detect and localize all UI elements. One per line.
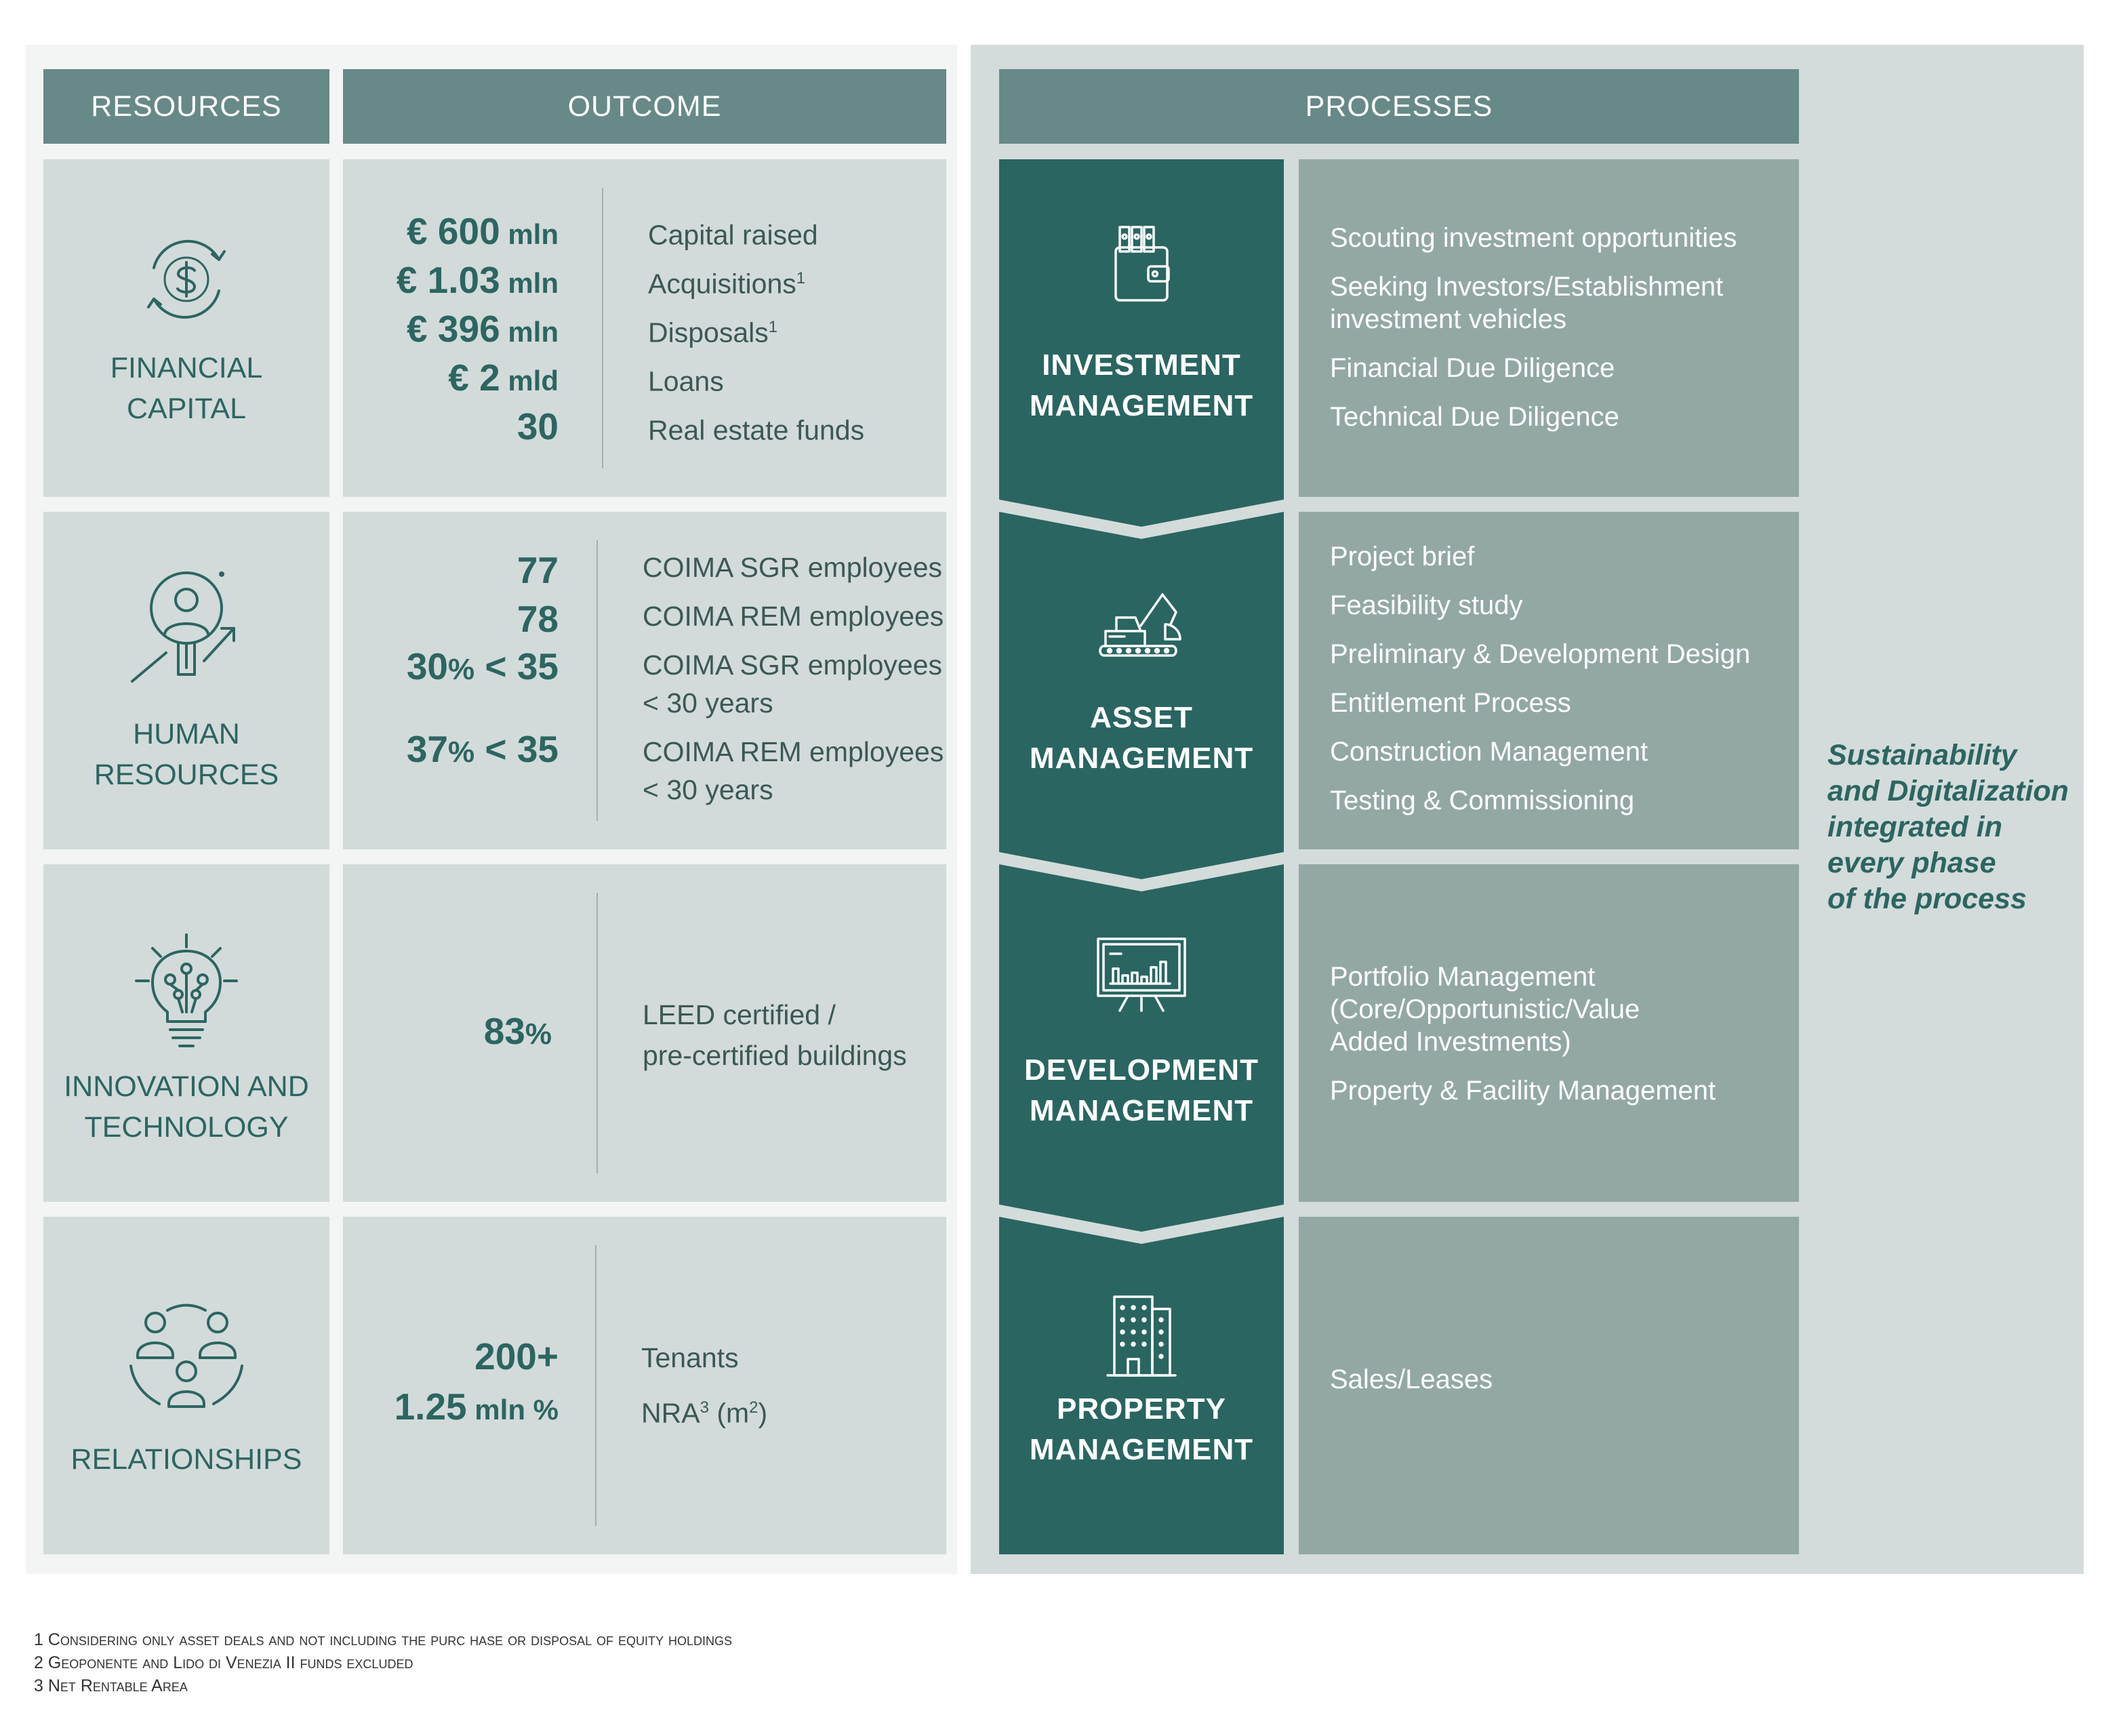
step-item: Preliminary & Development Design	[1330, 639, 1751, 669]
value-acquisitions: € 1.03 mln	[396, 259, 559, 301]
resource-label-line2: TECHNOLOGY	[84, 1111, 289, 1144]
value-nra: 1.25 mln %	[394, 1386, 559, 1428]
divider	[602, 188, 603, 468]
value-real-estate-funds: 30	[517, 405, 559, 447]
header-resources: RESOURCES	[43, 69, 329, 144]
resource-label-line1: INNOVATION AND	[64, 1070, 309, 1103]
resource-label-line2: RESOURCES	[94, 759, 279, 791]
label-acquisitions: Acquisitions$^1$	[648, 268, 806, 300]
resource-label-line1: RELATIONSHIPS	[70, 1443, 302, 1476]
divider	[596, 540, 598, 821]
resource-label-line2: CAPITAL	[126, 392, 247, 425]
footnote-2: 2 Geoponente and Lido di Venezia II funds excluded	[34, 1653, 413, 1672]
process-steps-development	[1299, 864, 1799, 1202]
label-sgr-under-30: COIMA SGR employees < 30 years	[643, 649, 943, 719]
step-item: Testing & Commissioning	[1330, 786, 1635, 815]
excavator-icon	[999, 585, 1284, 660]
value-disposals: € 396 mln	[407, 308, 559, 350]
office-building-icon	[999, 1293, 1284, 1381]
sustainability-note	[1827, 738, 2071, 917]
step-item: Feasibility study	[1330, 590, 1523, 620]
step-item: Financial Due Diligence	[1330, 353, 1615, 383]
label-disposals: Disposals$^1$	[648, 317, 778, 348]
process-label-line2: MANAGEMENT	[1029, 389, 1254, 422]
resource-human-resources	[43, 512, 329, 849]
wallet-icon	[999, 224, 1284, 306]
process-label-line2: MANAGEMENT	[1029, 1433, 1254, 1466]
divider	[595, 1245, 596, 1526]
value-sgr-employees: 77	[517, 549, 559, 591]
sustainability-line: every phase	[1827, 847, 1996, 879]
sustainability-line: and Digitalization	[1827, 775, 2069, 807]
label-loans: Loans	[648, 365, 724, 397]
presentation-board-icon	[999, 935, 1284, 1016]
step-item: Scouting investment opportunities	[1330, 223, 1737, 253]
footnote-1: 1 Considering only asset deals and not including the purc hase or disposal of equity holdings	[34, 1630, 732, 1649]
step-item: Property & Facility Management	[1330, 1076, 1716, 1106]
label-capital-raised: Capital raised	[648, 219, 818, 251]
resource-financial-capital	[43, 159, 329, 497]
resource-label-line1: FINANCIAL	[110, 352, 263, 384]
process-label-line2: MANAGEMENT	[1029, 742, 1254, 775]
resource-label-line1: HUMAN	[133, 718, 240, 750]
label-rem-employees: COIMA REM employees	[643, 601, 944, 632]
step-item: Portfolio Management (Core/Opportunistic/Value Added Investments)	[1330, 962, 1640, 1057]
step-item: Sales/Leases	[1330, 1365, 1493, 1394]
header-processes: PROCESSES	[999, 69, 1799, 144]
value-tenants: 200+	[474, 1335, 559, 1377]
header-outcome: OUTCOME	[343, 69, 946, 144]
sustainability-line: of the process	[1827, 883, 2027, 915]
value-sgr-under-30: 30% < 35	[406, 645, 559, 687]
outcome-innovation-technology	[343, 864, 946, 1202]
outcome-financial-capital	[343, 159, 946, 497]
value-loans: € 2 mld	[448, 357, 559, 399]
resource-innovation-technology	[43, 864, 329, 1202]
label-sgr-employees: COIMA SGR employees	[643, 552, 943, 583]
resource-relationships	[43, 1217, 329, 1554]
lightbulb-circuit-icon	[43, 932, 329, 1054]
step-item: Entitlement Process	[1330, 688, 1571, 718]
process-steps-asset	[1299, 512, 1799, 849]
step-item: Project brief	[1330, 542, 1475, 571]
label-real-estate-funds: Real estate funds	[648, 414, 865, 446]
value-rem-employees: 78	[517, 598, 559, 640]
value-capital-raised: € 600 mln	[407, 210, 559, 252]
step-item: Seeking Investors/Establishment investment vehicles	[1330, 272, 1724, 334]
process-label-line1: DEVELOPMENT	[1024, 1053, 1259, 1087]
process-steps-property	[1299, 1217, 1799, 1554]
outcome-human-resources	[343, 512, 946, 849]
outcome-relationships	[343, 1217, 946, 1554]
people-network-icon	[43, 1301, 329, 1416]
process-label-line1: ASSET	[1090, 701, 1193, 734]
process-label-line1: PROPERTY	[1056, 1392, 1227, 1426]
divider	[596, 893, 598, 1173]
process-investment-management	[999, 159, 1284, 498]
footnote-3: 3 Net Rentable Area	[34, 1676, 188, 1695]
process-steps-investment	[1299, 159, 1799, 497]
dollar-cycle-icon	[43, 228, 329, 330]
process-asset-management	[999, 512, 1284, 851]
sustainability-line: integrated in	[1827, 811, 2003, 843]
label-nra: NRA$^3$ $(m^2)$	[641, 1397, 768, 1429]
person-magnifier-growth-icon	[43, 566, 329, 688]
sustainability-line: Sustainability	[1827, 739, 2017, 771]
label-rem-under-30: COIMA REM employees < 30 years	[643, 736, 944, 805]
step-item: Construction Management	[1330, 737, 1648, 767]
process-property-management	[999, 1217, 1284, 1556]
label-tenants: Tenants	[641, 1342, 739, 1373]
label-leed-buildings: LEED certified / pre-certified buildings	[643, 999, 907, 1071]
process-label-line2: MANAGEMENT	[1029, 1094, 1254, 1127]
process-label-line1: INVESTMENT	[1042, 348, 1241, 382]
value-leed-buildings: 83%	[483, 1010, 552, 1052]
process-development-management	[999, 864, 1284, 1203]
value-rem-under-30: 37% < 35	[406, 728, 559, 770]
step-item: Technical Due Diligence	[1330, 402, 1619, 432]
